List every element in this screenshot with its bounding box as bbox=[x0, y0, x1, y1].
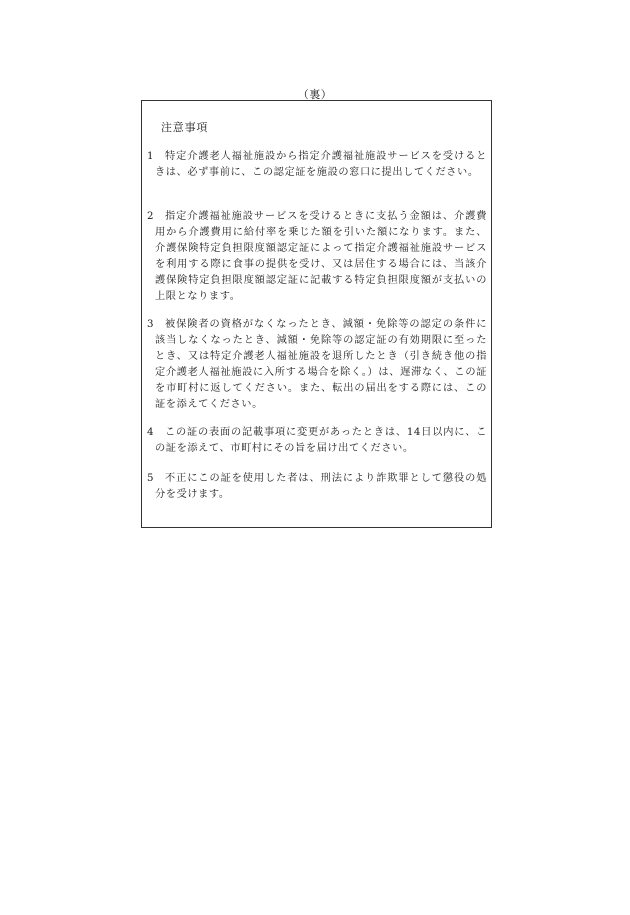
notice-item-number: 2 bbox=[147, 211, 155, 222]
notice-item-5 bbox=[147, 471, 487, 503]
notice-item-text: 指定介護福祉施設サービスを受けるときに支払う金額は、介護費用から介護費用に給付率を乗じた額を引いた額になります。また、介護保険特定負担限度額認定証によって指定介護福祉施設サービスを利用する際に食事の提供を受け、又は居住する場合には、当該介護保険特定負担限度額認定証に記載する特定負担限度額が支払いの上限となります。 bbox=[155, 211, 487, 302]
notice-box bbox=[141, 100, 492, 528]
notice-item-number: 5 bbox=[147, 473, 155, 484]
notice-item-1 bbox=[147, 149, 487, 181]
notice-item-text: 被保険者の資格がなくなったとき、減額・免除等の認定の条件に該当しなくなったとき、減額・免除等の認定証の有効期限に至ったとき、又は特定介護老人福祉施設を退所したとき（引き続き他の指定介護老人福祉施設に入所する場合を除く。）は、遅滞なく、この証を市町村に返してください。また、転出の届出をする際には、この証を添えてください。 bbox=[155, 319, 487, 410]
notice-item-text: 不正にこの証を使用した者は、刑法により詐欺罪として懲役の処分を受けます。 bbox=[155, 473, 487, 500]
notice-item-3 bbox=[147, 317, 487, 412]
page-side-label: （裏） bbox=[297, 88, 333, 101]
notice-heading: 注意事項 bbox=[161, 121, 209, 134]
notice-item-number: 3 bbox=[147, 319, 155, 330]
notice-item-2 bbox=[147, 209, 487, 304]
notice-item-4 bbox=[147, 425, 487, 457]
notice-item-number: 4 bbox=[147, 427, 155, 438]
notice-item-text: この証の表面の記載事項に変更があったときは、14日以内に、この証を添えて、市町村にその旨を届け出てください。 bbox=[155, 427, 487, 454]
notice-item-text: 特定介護老人福祉施設から指定介護福祉施設サービスを受けるときは、必ず事前に、この認定証を施設の窓口に提出してください。 bbox=[155, 151, 487, 178]
notice-item-number: 1 bbox=[147, 151, 155, 162]
